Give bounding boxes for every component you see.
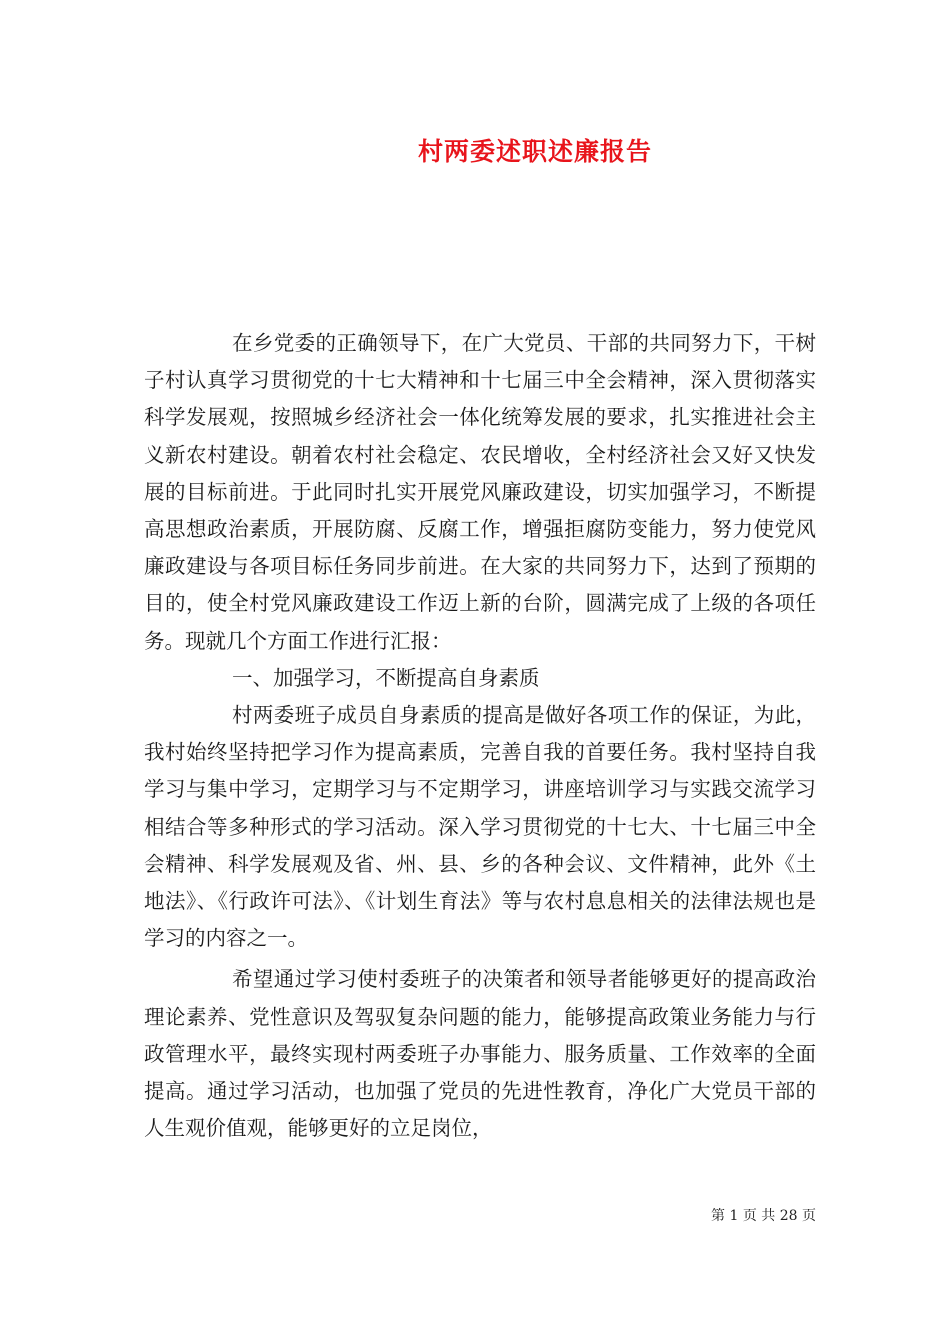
document-title: 村两委述职述廉报告 <box>417 137 652 166</box>
paragraph-hope: 希望通过学习使村委班子的决策者和领导者能够更好的提高政治理论素养、党性意识及驾驭复杂问题的能力，能够提高政策业务能力与行政管理水平，最终实现村两委班子办事能力、服务质量、工作效率的全面提高。通过学习活动，也加强了党员的先进性教育，净化广大党员干部的人生观价值观，能够更好的立足岗位， <box>144 967 816 1141</box>
document-body <box>144 325 816 1147</box>
page-footer: 第 1 页 共 28 页 <box>711 1208 816 1224</box>
paragraph-study: 村两委班子成员自身素质的提高是做好各项工作的保证，为此，我村始终坚持把学习作为提高素质，完善自我的首要任务。我村坚持自我学习与集中学习，定期学习与不定期学习，讲座培训学习与实践交流学习相结合等多种形式的学习活动。深入学习贯彻党的十七大、十七届三中全会精神、科学发展观及省、州、县、乡的各种会议、文件精神，此外《土地法》、《行政许可法》、《计划生育法》等与农村息息相关的法律法规也是学习的内容之一。 <box>144 703 816 951</box>
paragraph-intro: 在乡党委的正确领导下，在广大党员、干部的共同努力下，干树子村认真学习贯彻党的十七大精神和十七届三中全会精神，深入贯彻落实科学发展观，按照城乡经济社会一体化统筹发展的要求，扎实推进社会主义新农村建设。朝着农村社会稳定、农民增收，全村经济社会又好又快发展的目标前进。于此同时扎实开展党风廉政建设，切实加强学习，不断提高思想政治素质，开展防腐、反腐工作，增强拒腐防变能力，努力使党风廉政建设与各项目标任务同步前进。在大家的共同努力下，达到了预期的目的，使全村党风廉政建设工作迈上新的台阶，圆满完成了上级的各项任务。现就几个方面工作进行汇报： <box>144 331 816 653</box>
section-heading-1: 一、加强学习，不断提高自身素质 <box>232 665 540 690</box>
